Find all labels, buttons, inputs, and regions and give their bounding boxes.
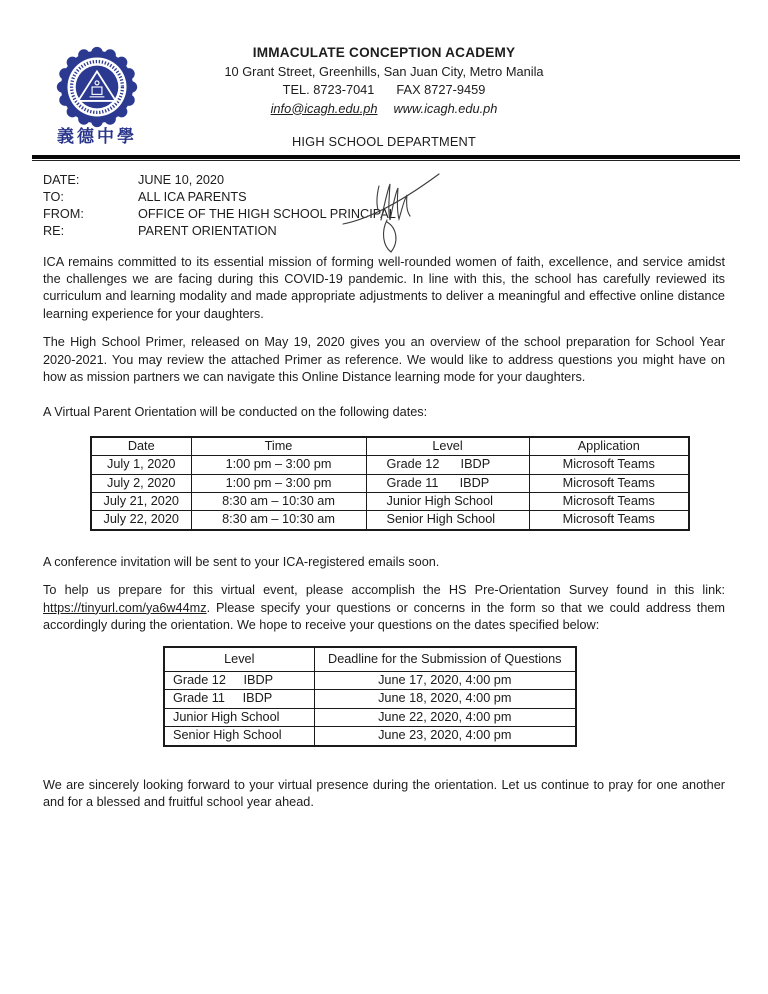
school-fax: FAX 8727-9459 [396, 82, 486, 97]
meta-label: FROM: [43, 206, 84, 221]
cell-time: 1:00 pm – 3:00 pm [191, 456, 366, 474]
cell-level: Junior High School [366, 492, 529, 510]
paragraph-closing: We are sincerely looking forward to your virtual presence during the orientation. Let us continue to pray for one another and for a blessed and fruitful school year ahead. [43, 777, 725, 809]
paragraph-survey [43, 582, 725, 634]
survey-text-before: To help us prepare for this virtual event, please accomplish the HS Pre-Orientation Survey found in this link: [43, 583, 725, 598]
col-header-deadline: Deadline for the Submission of Questions [314, 647, 576, 671]
col-header-level: Level [164, 647, 314, 671]
table-header-row [164, 647, 576, 671]
meta-label: TO: [43, 189, 64, 204]
paragraph-orientation-intro: A Virtual Parent Orientation will be conducted on the following dates: [43, 405, 428, 420]
meta-value: JUNE 10, 2020 [138, 172, 225, 187]
school-seal-logo [56, 46, 138, 128]
paragraph-conference-invitation: A conference invitation will be sent to your ICA-registered emails soon. [43, 554, 440, 569]
table-row [164, 708, 576, 726]
meta-value: PARENT ORIENTATION [138, 223, 277, 238]
cell-application: Microsoft Teams [529, 474, 689, 492]
survey-link[interactable]: https://tinyurl.com/ya6w44mz [43, 600, 207, 615]
paragraph-mission: ICA remains committed to its essential mission of forming well-rounded women of faith, excellence, and service amidst the challenges we are facing during this COVID-19 pandemic. In line with this, the school has carefully reviewed its curriculum and learning modality and made appropriate adjustments to deliver a meaningful and effective online distance learning experience for your daughters. [43, 254, 725, 321]
cell-application: Microsoft Teams [529, 511, 689, 530]
cell-time: 8:30 am – 10:30 am [191, 492, 366, 510]
cell-level: Grade 11 IBDP [366, 474, 529, 492]
letterhead [0, 0, 768, 149]
header-divider [32, 155, 740, 161]
cell-deadline: June 23, 2020, 4:00 pm [314, 727, 576, 746]
cell-deadline: June 22, 2020, 4:00 pm [314, 708, 576, 726]
cell-level: Junior High School [164, 708, 314, 726]
school-email-link[interactable]: info@icagh.edu.ph [270, 100, 378, 116]
table-row [91, 511, 689, 530]
meta-row-to [43, 189, 725, 206]
cell-date: July 2, 2020 [91, 474, 191, 492]
meta-row-re [43, 223, 725, 240]
cell-application: Microsoft Teams [529, 456, 689, 474]
school-website: www.icagh.edu.ph [393, 100, 498, 116]
table-row [91, 474, 689, 492]
meta-label: RE: [43, 223, 65, 238]
meta-row-from [43, 206, 725, 223]
col-header-time: Time [191, 437, 366, 456]
orientation-schedule-table [90, 436, 690, 531]
col-header-date: Date [91, 437, 191, 456]
table-header-row [91, 437, 689, 456]
meta-row-date [43, 172, 725, 189]
cell-time: 1:00 pm – 3:00 pm [191, 474, 366, 492]
cell-application: Microsoft Teams [529, 492, 689, 510]
cell-deadline: June 17, 2020, 4:00 pm [314, 671, 576, 689]
meta-value: OFFICE OF THE HIGH SCHOOL PRINCIPAL [138, 206, 396, 221]
table-row [164, 690, 576, 708]
cell-level: Senior High School [164, 727, 314, 746]
cell-deadline: June 18, 2020, 4:00 pm [314, 690, 576, 708]
table-row [91, 456, 689, 474]
paragraph-primer: The High School Primer, released on May 19, 2020 gives you an overview of the school preparation for School Year 2020-2021. You may review the attached Primer as reference. We would like to address questions you might have on how as mission partners we can navigate this Online Distance learning mode for your daughters. [43, 335, 725, 384]
school-name: IMMACULATE CONCEPTION ACADEMY [252, 45, 516, 60]
col-header-application: Application [529, 437, 689, 456]
cell-time: 8:30 am – 10:30 am [191, 511, 366, 530]
table-row [164, 727, 576, 746]
cell-date: July 22, 2020 [91, 511, 191, 530]
letter-body [43, 254, 725, 812]
meta-label: DATE: [43, 172, 80, 187]
deadline-table [163, 646, 577, 746]
school-address: 10 Grant Street, Greenhills, San Juan City, Metro Manila [224, 63, 544, 79]
cell-date: July 1, 2020 [91, 456, 191, 474]
school-tel: TEL. 8723-7041 [282, 82, 375, 97]
cell-level: Grade 12 IBDP [164, 671, 314, 689]
survey-text-after: . Please specify your questions or concerns in the form so that we could address them accordingly during the orientation. We hope to receive your questions on the dates specified below: [43, 600, 725, 632]
cell-level: Senior High School [366, 511, 529, 530]
cell-level: Grade 11 IBDP [164, 690, 314, 708]
table-row [164, 671, 576, 689]
cell-level: Grade 12 IBDP [366, 456, 529, 474]
col-header-level: Level [366, 437, 529, 456]
memo-meta [43, 172, 725, 240]
school-chinese-name: 義德中學 [57, 127, 137, 147]
table-row [91, 492, 689, 510]
department-title: HIGH SCHOOL DEPARTMENT [291, 133, 477, 149]
cell-date: July 21, 2020 [91, 492, 191, 510]
meta-value: ALL ICA PARENTS [138, 189, 247, 204]
school-seal-icon [56, 46, 138, 128]
